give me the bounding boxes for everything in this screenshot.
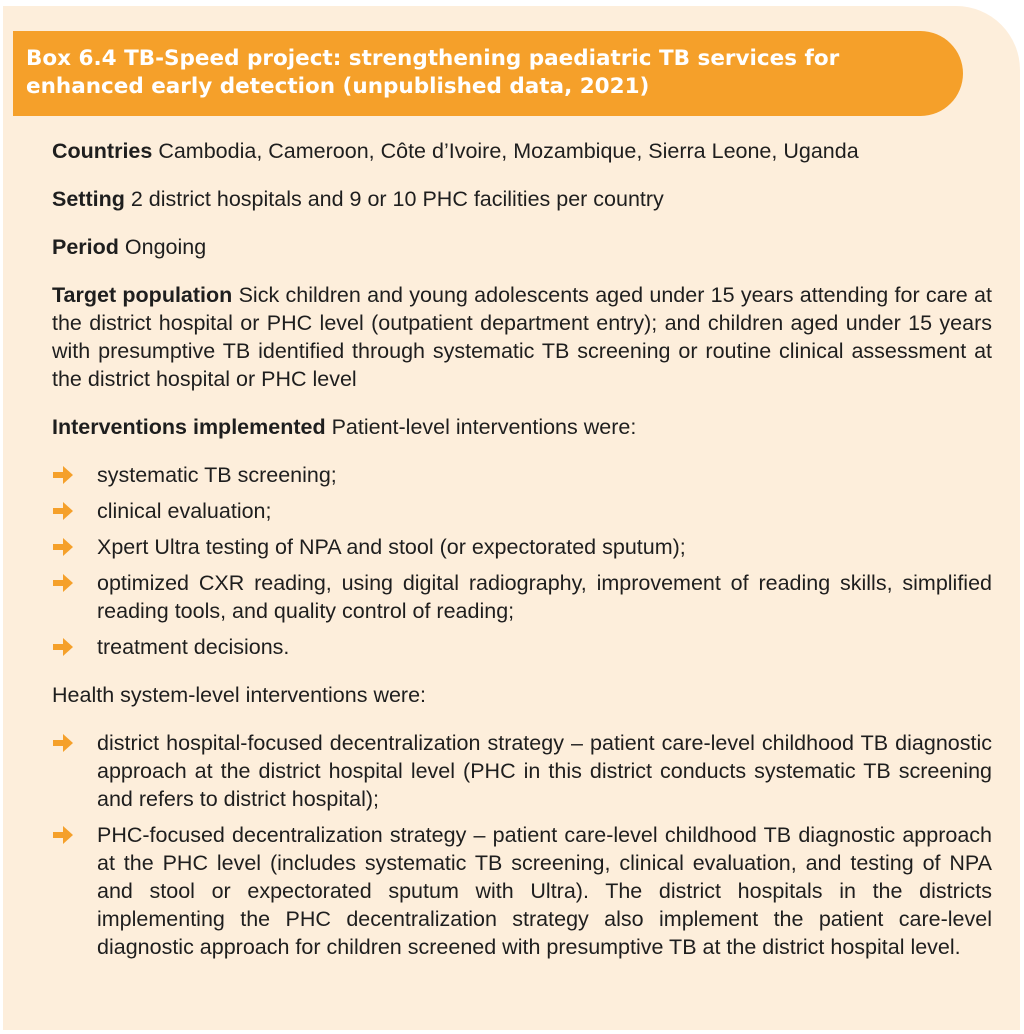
field-value: Patient-level interventions were: — [331, 415, 637, 439]
box-content — [52, 137, 992, 981]
field-label: Setting — [52, 187, 125, 211]
field-label: Countries — [52, 139, 153, 163]
field-value: Sick children and young adolescents aged under 15 years attending for care at the district hospital or PHC level (outpatient department entry); and children aged under 15 years with presumptive TB identified through systematic TB screening or routine clinical assessment at the district hospital or PHC level — [52, 283, 992, 391]
box-title: Box 6.4 TB-Speed project: strengthening paediatric TB services for enhanced early detection (unpublished data, 2021) — [26, 46, 840, 99]
list-item-text: clinical evaluation; — [97, 499, 272, 523]
list-item — [52, 729, 992, 813]
field-period — [52, 233, 992, 261]
list-item — [52, 461, 992, 489]
list-item-text: treatment decisions. — [97, 635, 290, 659]
arrow-right-icon — [52, 733, 74, 753]
list-item-text: district hospital-focused decentralization strategy – patient care-level childhood TB diagnostic approach at the district hospital level (PHC in this district conducts systematic TB screening and refers to district hospital); — [97, 731, 992, 811]
list-item — [52, 633, 992, 661]
field-label: Interventions implemented — [52, 415, 326, 439]
list-item-text: Xpert Ultra testing of NPA and stool (or expectorated sputum); — [97, 535, 686, 559]
health-system-intro: Health system-level interventions were: — [52, 683, 427, 707]
list-item-text: optimized CXR reading, using digital radiography, improvement of reading skills, simplified reading tools, and quality control of reading; — [97, 571, 992, 623]
list-item — [52, 569, 992, 625]
field-target-population — [52, 281, 992, 393]
list-item-text: PHC-focused decentralization strategy – patient care-level childhood TB diagnostic approach at the PHC level (includes systematic TB screening, clinical evaluation, and testing of NPA and stool or expectorated sputum with Ultra). The district hospitals in the districts implementing the PHC decentralization strategy also implement the patient care-level diagnostic approach for children screened with presumptive TB at the district hospital level. — [97, 823, 992, 959]
arrow-right-icon — [52, 637, 74, 657]
arrow-right-icon — [52, 465, 74, 485]
patient-interventions-list — [52, 461, 992, 661]
list-item — [52, 533, 992, 561]
health-system-interventions-list — [52, 729, 992, 961]
box-header — [13, 31, 963, 116]
field-value: 2 district hospitals and 9 or 10 PHC facilities per country — [130, 187, 664, 211]
arrow-right-icon — [52, 825, 74, 845]
arrow-right-icon — [52, 573, 74, 593]
field-label: Period — [52, 235, 119, 259]
field-countries — [52, 137, 992, 165]
field-value: Cambodia, Cameroon, Côte d’Ivoire, Mozambique, Sierra Leone, Uganda — [158, 139, 859, 163]
field-value: Ongoing — [124, 235, 207, 259]
field-setting — [52, 185, 992, 213]
arrow-right-icon — [52, 537, 74, 557]
list-item — [52, 821, 992, 961]
field-label: Target population — [52, 283, 233, 307]
arrow-right-icon — [52, 501, 74, 521]
list-item-text: systematic TB screening; — [97, 463, 337, 487]
field-interventions — [52, 413, 992, 441]
list-item — [52, 497, 992, 525]
